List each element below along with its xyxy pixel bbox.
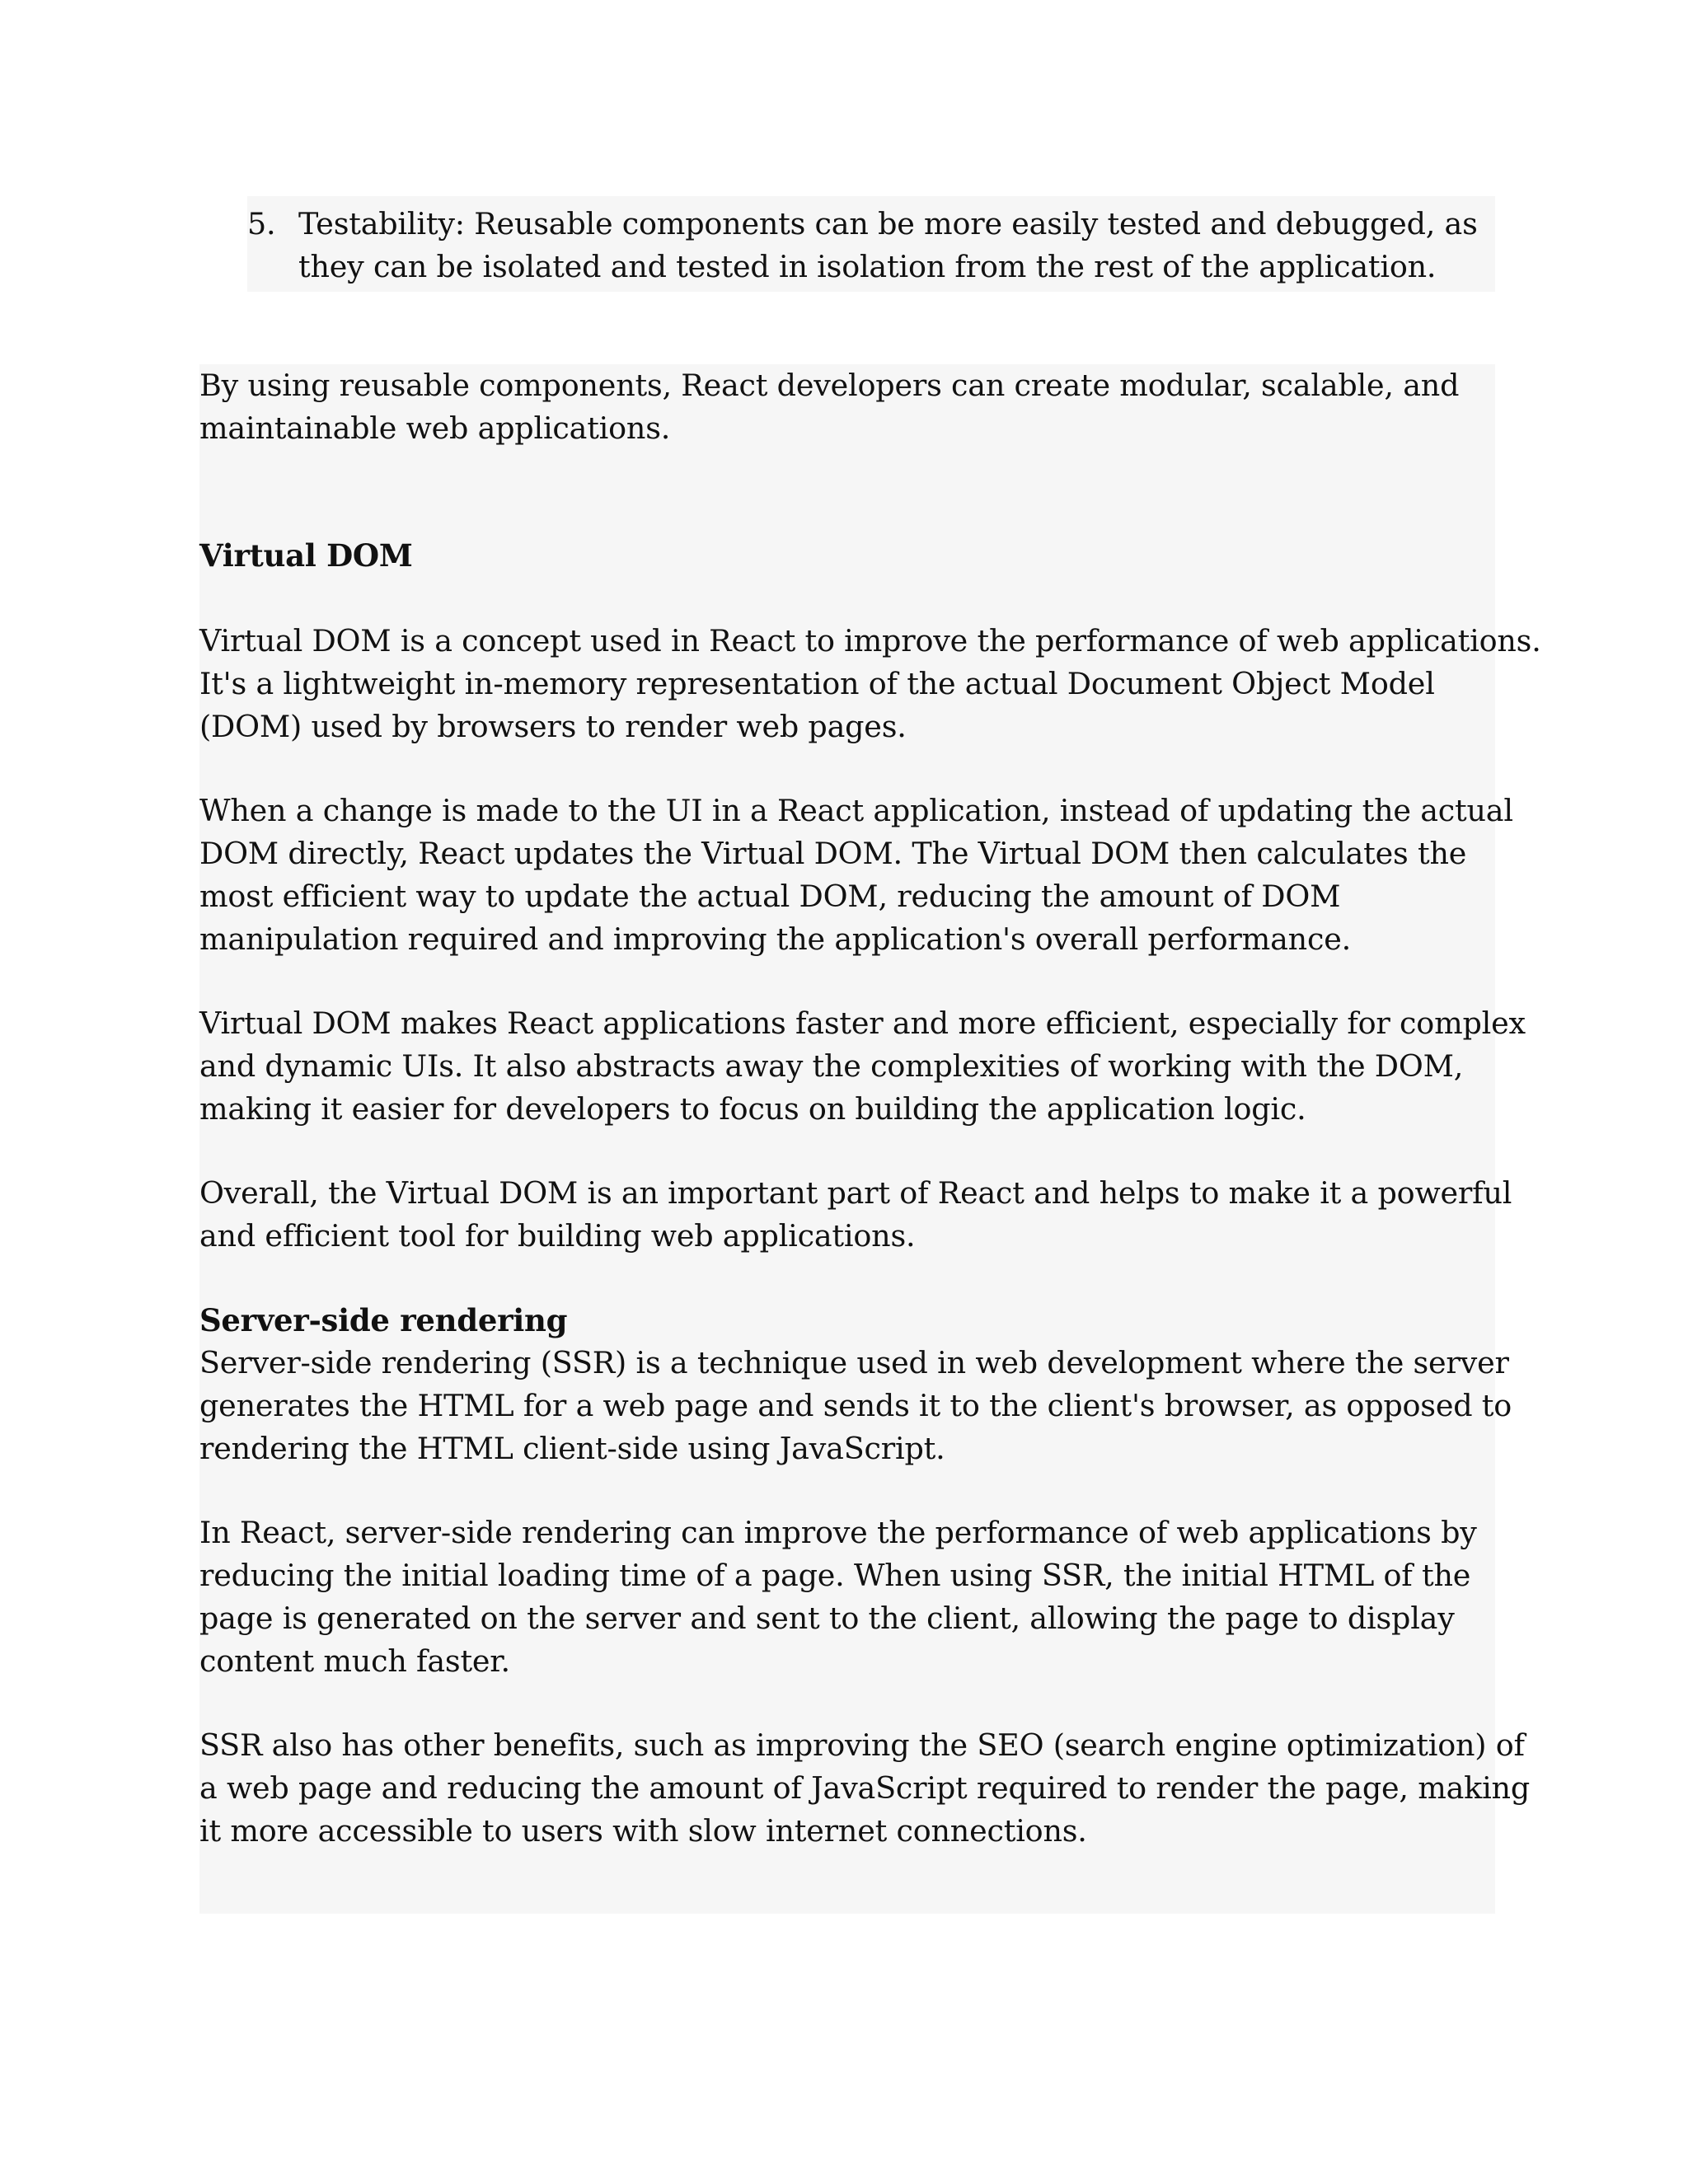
text-line: By using reusable components, React developers can create modular, scalable, and	[199, 368, 1460, 403]
document-content-block	[199, 364, 1541, 1914]
paragraph-intro	[199, 364, 1459, 450]
paragraph-vdom-1	[199, 620, 1541, 748]
list-item-text	[298, 203, 1478, 288]
heading-virtual-dom: Virtual DOM	[199, 537, 413, 574]
numbered-list-block	[247, 196, 1495, 292]
text-line: it more accessible to users with slow internet connections.	[199, 1813, 1087, 1849]
paragraph-vdom-3	[199, 1002, 1526, 1131]
text-line: When a change is made to the UI in a React application, instead of updating the actual	[199, 793, 1513, 828]
text-line: generates the HTML for a web page and sends it to the client's browser, as opposed to	[199, 1388, 1512, 1423]
text-line: rendering the HTML client-side using JavaScript.	[199, 1431, 945, 1466]
text-line: reducing the initial loading time of a page. When using SSR, the initial HTML of the	[199, 1558, 1471, 1593]
paragraph-vdom-4	[199, 1172, 1512, 1258]
text-line: most efficient way to update the actual DOM, reducing the amount of DOM	[199, 879, 1341, 914]
text-line: Virtual DOM is a concept used in React to improve the performance of web applications.	[199, 623, 1541, 658]
paragraph-ssr-3	[199, 1724, 1530, 1853]
text-line: page is generated on the server and sent to the client, allowing the page to display	[199, 1601, 1455, 1636]
paragraph-ssr-1	[199, 1342, 1512, 1470]
text-line: SSR also has other benefits, such as improving the SEO (search engine optimization) of	[199, 1727, 1525, 1763]
text-line: (DOM) used by browsers to render web pages.	[199, 709, 907, 744]
text-line: content much faster.	[199, 1643, 510, 1679]
text-line: Server-side rendering (SSR) is a technique used in web development where the server	[199, 1345, 1509, 1380]
text-line: Testability: Reusable components can be more easily tested and debugged, as	[298, 206, 1478, 241]
text-line: manipulation required and improving the application's overall performance.	[199, 921, 1352, 957]
text-line: making it easier for developers to focus on building the application logic.	[199, 1091, 1306, 1127]
text-line: It's a lightweight in-memory representation of the actual Document Object Model	[199, 666, 1435, 701]
text-line: and dynamic UIs. It also abstracts away the complexities of working with the DOM,	[199, 1048, 1464, 1084]
paragraph-ssr-2	[199, 1511, 1477, 1683]
text-line: and efficient tool for building web applications.	[199, 1218, 916, 1254]
text-line: they can be isolated and tested in isolation from the rest of the application.	[298, 249, 1437, 284]
text-line: Virtual DOM makes React applications faster and more efficient, especially for complex	[199, 1005, 1526, 1041]
text-line: Overall, the Virtual DOM is an important part of React and helps to make it a powerful	[199, 1175, 1512, 1211]
paragraph-vdom-2	[199, 790, 1513, 961]
text-line: maintainable web applications.	[199, 410, 671, 446]
list-item-number: 5.	[247, 206, 276, 241]
heading-server-side-rendering: Server-side rendering	[199, 1302, 568, 1338]
text-line: In React, server-side rendering can improve the performance of web applications by	[199, 1515, 1477, 1550]
text-line: a web page and reducing the amount of JavaScript required to render the page, making	[199, 1770, 1531, 1806]
text-line: DOM directly, React updates the Virtual DOM. The Virtual DOM then calculates the	[199, 836, 1467, 871]
